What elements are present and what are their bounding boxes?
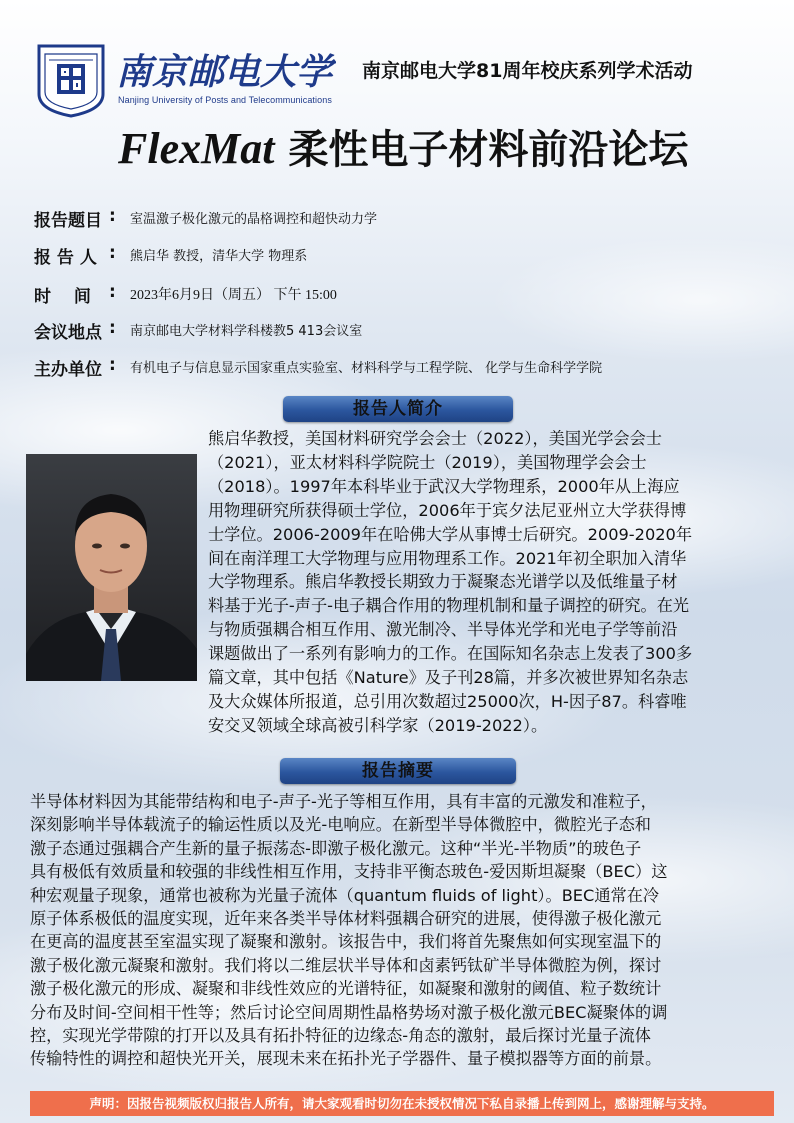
- title-value: 室温激子极化激元的晶格调控和超快动力学: [130, 212, 378, 227]
- time-label: 时 间: [34, 287, 91, 307]
- bio-line: 料基于光子-声子-电子耦合作用的物理机制和量子调控的研究。在光: [208, 596, 690, 616]
- abstract-line: 在更高的温度甚至室温实现了凝聚和激射。该报告中，我们将首先聚焦如何实现室温下的: [30, 932, 662, 952]
- anniversary-banner: 南京邮电大学81周年校庆系列学术活动: [362, 60, 693, 82]
- abstract-line: 激子极化激元的形成、凝聚和非线性效应的光谱特征，如凝聚和激射的阈值、粒子数统计: [30, 979, 662, 999]
- host-value: 有机电子与信息显示国家重点实验室、材料科学与工程学院、 化学与生命科学学院: [130, 361, 603, 376]
- colon: :: [109, 282, 116, 302]
- abstract-line: 激子极化激元凝聚和激射。我们将以二维层状半导体和卤素钙钛矿半导体微腔为例，探讨: [30, 955, 662, 975]
- logo-english-name: Nanjing University of Posts and Telecommunications: [118, 95, 332, 105]
- abstract-line: 深刻影响半导体载流子的输运性质以及光-电响应。在新型半导体微腔中，微腔光子态和: [30, 815, 651, 835]
- speaker-photo: [26, 454, 197, 681]
- abstract-line: 半导体材料因为其能带结构和电子-声子-光子等相互作用，具有丰富的元激发和准粒子，: [30, 792, 657, 811]
- bio-line: 士学位。2006-2009年在哈佛大学从事博士后研究。2009-2020年: [208, 524, 693, 544]
- colon: :: [109, 243, 116, 263]
- university-seal-logo: [33, 42, 109, 118]
- forum-title-cn: 柔性电子材料前沿论坛: [288, 127, 689, 173]
- bio-line: 课题做出了一系列有影响力的工作。在国际知名杂志上发表了300多: [208, 644, 693, 664]
- abstract-line: 控，实现光学带隙的打开以及具有拓扑特征的边缘态-角态的激射，最后探讨光量子流体: [30, 1026, 651, 1045]
- colon: :: [109, 355, 116, 375]
- logo-cn-text: 南京邮电大学: [116, 51, 333, 92]
- bio-line: （2018）。1997年本科毕业于武汉大学物理系，2000年从上海应: [208, 476, 680, 496]
- copyright-notice: 声明：因报告视频版权归报告人所有，请大家观看时切勿在未授权情况下私自录播上传到网上，感谢理解与支持。: [30, 1091, 774, 1116]
- venue-value: 南京邮电大学材料学科楼教5 413会议室: [130, 324, 363, 339]
- colon: :: [109, 206, 116, 226]
- bio-line: 篇文章，其中包括《Nature》及子刊28篇，并多次被世界知名杂志: [208, 668, 689, 687]
- bio-line: 熊启华教授，美国材料研究学会会士（2022），美国光学会会士: [208, 429, 662, 448]
- bio-line: 用物理研究所获得硕士学位，2006年于宾夕法尼亚州立大学获得博: [208, 500, 687, 520]
- abstract-line: 具有极低有效质量和较强的非线性相互作用，支持非平衡态玻色-爱因斯坦凝聚（BEC）这: [30, 862, 668, 882]
- abstract-line: 种宏观量子现象，通常也被称为光量子流体（quantum fluids of light）。BEC通常在冷: [30, 885, 660, 905]
- bio-line: 间在南洋理工大学物理与应用物理系工作。2021年初全职加入清华: [208, 548, 687, 568]
- host-label: 主办单位: [34, 360, 102, 380]
- time-value: 2023年6月9日（周五） 下午 15:00: [130, 288, 337, 303]
- bio-line: 与物质强耦合相互作用、激光制冷、半导体光学和光电子学等前沿: [208, 620, 678, 640]
- bio-line: 及大众媒体所报道，总引用次数超过25000次，H-因子87。科睿唯: [208, 691, 687, 711]
- abstract-line: 原子体系极低的温度实现，近年来各类半导体材料强耦合研究的进展，使得激子极化激元: [30, 909, 662, 928]
- bio-line: （2021），亚太材料科学院院士（2019），美国物理学会会士: [208, 452, 647, 472]
- speaker-value: 熊启华 教授，清华大学 物理系: [130, 249, 308, 264]
- abstract-line: 分布及时间-空间相干性等；然后讨论空间周期性晶格势场对激子极化激元BEC凝聚体的调: [30, 1002, 668, 1022]
- abstract-line: 激子态通过强耦合产生新的量子振荡态-即激子极化激元。这种“半光-半物质”的玻色子: [30, 838, 642, 858]
- bio-section-header: 报告人简介: [283, 396, 513, 422]
- speaker-label: 报 告 人: [34, 248, 97, 268]
- abstract-line: 传输特性的调控和超快光开关，展现未来在拓扑光子学器件、量子模拟器等方面的前景。: [30, 1049, 662, 1069]
- bio-line: 大学物理系。熊启华教授长期致力于凝聚态光谱学以及低维量子材: [208, 572, 678, 592]
- university-calligraphy-logo: [116, 48, 336, 92]
- abstract-section-header: 报告摘要: [280, 758, 516, 784]
- forum-title-latin: FlexMat: [118, 124, 275, 173]
- colon: :: [109, 318, 116, 338]
- bio-line: 安交叉领域全球高被引科学家（2019-2022）。: [208, 715, 548, 735]
- forum-title: [118, 118, 688, 175]
- venue-label: 会议地点: [34, 323, 102, 343]
- title-label: 报告题目: [34, 211, 102, 231]
